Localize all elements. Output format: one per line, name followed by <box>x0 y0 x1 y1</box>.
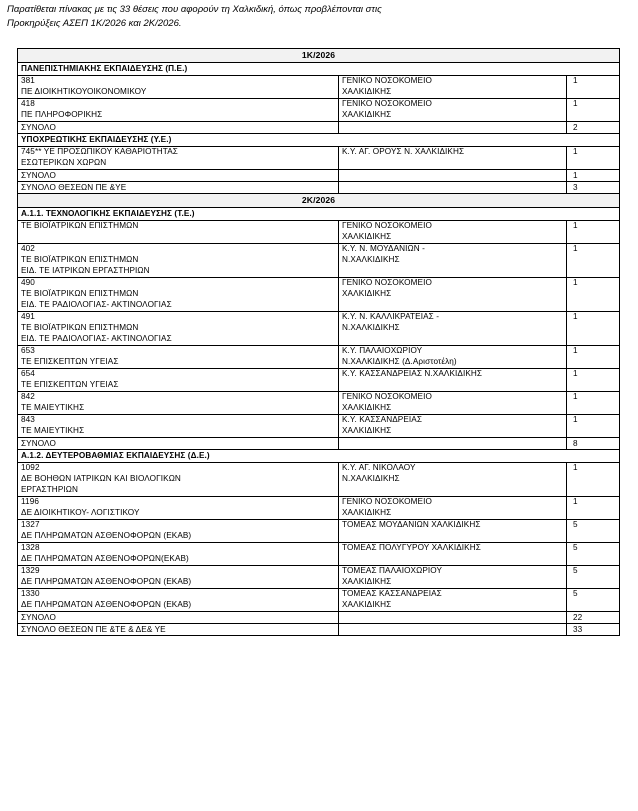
total-count: 1 <box>567 170 620 182</box>
specialty-cell <box>18 346 339 369</box>
total-label: ΣΥΝΟΛΟ <box>18 438 339 450</box>
location-line: ΤΟΜΕΑΣ ΠΟΛΥΓΥΡΟΥ ΧΑΛΚΙΔΙΚΗΣ <box>342 543 481 552</box>
location-line: ΧΑΛΚΙΔΙΚΗΣ <box>342 109 392 119</box>
empty-cell <box>339 624 567 636</box>
location-cell <box>339 99 567 122</box>
intro-line: Προκηρύξεις ΑΣΕΠ 1Κ/2026 και 2Κ/2026. <box>7 18 182 29</box>
specialty-cell <box>18 543 339 566</box>
location-line: ΧΑΛΚΙΔΙΚΗΣ <box>342 288 392 298</box>
location-line: Ν.ΧΑΛΚΙΔΙΚΗΣ (Δ.Αριστοτέλη) <box>342 356 457 366</box>
specialty-name: ΔΕ ΔΙΟΙΚΗΤΙΚΟΥ- ΛΟΓΙΣΤΙΚΟΥ <box>21 507 140 517</box>
table-row <box>18 589 620 612</box>
specialty-code: 1196 <box>21 497 40 506</box>
section-row <box>18 63 620 76</box>
intro-paragraph <box>7 3 632 31</box>
location-line: Κ.Υ. ΑΓ. ΟΡΟΥΣ Ν. ΧΑΛΚΙΔΙΚΗΣ <box>342 147 465 156</box>
section-title: ΠΑΝΕΠΙΣΤΗΜΙΑΚΗΣ ΕΚΠΑΙΔΕΥΣΗΣ (Π.Ε.) <box>18 63 620 76</box>
specialty-code: 653 <box>21 346 35 355</box>
positions-count: 1 <box>567 346 620 369</box>
total-row <box>18 182 620 194</box>
location-line: ΓΕΝΙΚΟ ΝΟΣΟΚΟΜΕΙΟ <box>342 392 432 401</box>
total-label: ΣΥΝΟΛΟ ΘΕΣΕΩΝ ΠΕ &ΥΕ <box>18 182 339 194</box>
location-cell <box>339 221 567 244</box>
location-line: ΧΑΛΚΙΔΙΚΗΣ <box>342 599 392 609</box>
specialty-name: ΠΕ ΠΛΗΡΟΦΟΡΙΚΗΣ <box>21 109 103 119</box>
table-row <box>18 392 620 415</box>
specialty-cell <box>18 566 339 589</box>
specialty-code: 654 <box>21 369 35 378</box>
location-cell <box>339 589 567 612</box>
total-row <box>18 624 620 636</box>
location-cell <box>339 463 567 497</box>
location-line: ΧΑΛΚΙΔΙΚΗΣ <box>342 231 392 241</box>
specialty-name: ΤΕ ΜΑΙΕΥΤΙΚΗΣ <box>21 425 85 435</box>
positions-count: 1 <box>567 392 620 415</box>
table-header-row <box>18 49 620 63</box>
empty-cell <box>339 122 567 134</box>
table-row <box>18 497 620 520</box>
specialty-name: ΤΕ ΒΙΟΪΑΤΡΙΚΩΝ ΕΠΙΣΤΗΜΩΝ <box>21 254 139 264</box>
location-cell <box>339 369 567 392</box>
table-row <box>18 415 620 438</box>
section-row <box>18 208 620 221</box>
positions-count: 1 <box>567 244 620 278</box>
specialty-code: 491 <box>21 312 35 321</box>
specialty-name: 745** ΥΕ ΠΡΟΣΩΠΙΚΟΥ ΚΑΘΑΡΙΟΤΗΤΑΣ <box>21 147 178 156</box>
table-row <box>18 312 620 346</box>
location-cell <box>339 147 567 170</box>
table-row <box>18 346 620 369</box>
specialty-cell <box>18 244 339 278</box>
total-count: 22 <box>567 612 620 624</box>
specialty-cell <box>18 99 339 122</box>
specialty-cell <box>18 520 339 543</box>
positions-count: 1 <box>567 497 620 520</box>
positions-count: 1 <box>567 99 620 122</box>
specialty-cell <box>18 589 339 612</box>
specialty-code: 402 <box>21 244 35 253</box>
location-cell <box>339 497 567 520</box>
total-count: 8 <box>567 438 620 450</box>
intro-line: Παρατίθεται πίνακας με τις 33 θέσεις που αφορούν τη Χαλκιδική, όπως προβλέπονται στις <box>7 4 382 15</box>
specialty-name: ΤΕ ΒΙΟΪΑΤΡΙΚΩΝ ΕΠΙΣΤΗΜΩΝ <box>21 322 139 332</box>
specialty-code: 1329 <box>21 566 40 575</box>
location-cell <box>339 278 567 312</box>
specialty-name: ΔΕ ΠΛΗΡΩΜΑΤΩΝ ΑΣΘΕΝΟΦΟΡΩΝ (ΕΚΑΒ) <box>21 599 192 609</box>
location-cell <box>339 566 567 589</box>
specialty-name: ΕΣΩΤΕΡΙΚΩΝ ΧΩΡΩΝ <box>21 157 107 167</box>
section-row <box>18 134 620 147</box>
specialty-name: ΤΕ ΒΙΟΪΑΤΡΙΚΩΝ ΕΠΙΣΤΗΜΩΝ <box>21 221 139 230</box>
specialty-subfield: ΕΙΔ. ΤΕ ΙΑΤΡΙΚΩΝ ΕΡΓΑΣΤΗΡΙΩΝ <box>21 265 150 275</box>
table-row <box>18 221 620 244</box>
specialty-name: ΔΕ ΠΛΗΡΩΜΑΤΩΝ ΑΣΘΕΝΟΦΟΡΩΝ (ΕΚΑΒ) <box>21 576 192 586</box>
location-cell <box>339 392 567 415</box>
table-row <box>18 369 620 392</box>
total-row <box>18 122 620 134</box>
specialty-code: 381 <box>21 76 35 85</box>
specialty-name: ΔΕ ΠΛΗΡΩΜΑΤΩΝ ΑΣΘΕΝΟΦΟΡΩΝ (ΕΚΑΒ) <box>21 530 192 540</box>
empty-cell <box>339 438 567 450</box>
total-count: 3 <box>567 182 620 194</box>
positions-count: 5 <box>567 520 620 543</box>
specialty-cell <box>18 278 339 312</box>
specialty-name: ΕΡΓΑΣΤΗΡΙΩΝ <box>21 484 78 494</box>
table-row <box>18 147 620 170</box>
specialty-name: ΠΕ ΔΙΟΙΚΗΤΙΚΟΥΟΙΚΟΝΟΜΙΚΟΥ <box>21 86 147 96</box>
location-line: ΓΕΝΙΚΟ ΝΟΣΟΚΟΜΕΙΟ <box>342 278 432 287</box>
location-line: Κ.Υ. ΚΑΣΣΑΝΔΡΕΙΑΣ Ν.ΧΑΛΚΙΔΙΚΗΣ <box>342 369 483 378</box>
positions-count: 1 <box>567 463 620 497</box>
table-row <box>18 463 620 497</box>
location-line: ΤΟΜΕΑΣ ΚΑΣΣΑΝΔΡΕΙΑΣ <box>342 589 442 598</box>
location-line: ΤΟΜΕΑΣ ΜΟΥΔΑΝΙΩΝ ΧΑΛΚΙΔΙΚΗΣ <box>342 520 481 529</box>
location-line: ΓΕΝΙΚΟ ΝΟΣΟΚΟΜΕΙΟ <box>342 76 432 85</box>
specialty-cell <box>18 312 339 346</box>
positions-count: 1 <box>567 312 620 346</box>
table-row <box>18 76 620 99</box>
specialty-cell <box>18 392 339 415</box>
specialty-cell <box>18 415 339 438</box>
location-line: ΓΕΝΙΚΟ ΝΟΣΟΚΟΜΕΙΟ <box>342 497 432 506</box>
location-cell <box>339 543 567 566</box>
location-cell <box>339 76 567 99</box>
specialty-code: 1327 <box>21 520 40 529</box>
empty-cell <box>339 182 567 194</box>
positions-count: 5 <box>567 543 620 566</box>
location-cell <box>339 415 567 438</box>
location-line: ΧΑΛΚΙΔΙΚΗΣ <box>342 576 392 586</box>
location-line: Κ.Υ. ΑΓ. ΝΙΚΟΛΑΟΥ <box>342 463 416 472</box>
specialty-name: ΤΕ ΕΠΙΣΚΕΠΤΩΝ ΥΓΕΙΑΣ <box>21 356 119 366</box>
location-line: Κ.Υ. ΠΑΛΑΙΟΧΩΡΙΟΥ <box>342 346 423 355</box>
section-row <box>18 450 620 463</box>
total-count: 2 <box>567 122 620 134</box>
positions-table <box>17 48 620 636</box>
specialty-code: 490 <box>21 278 35 287</box>
table-row <box>18 278 620 312</box>
location-line: Κ.Υ. Ν. ΚΑΛΛΙΚΡΑΤΕΙΑΣ - <box>342 312 440 321</box>
total-label: ΣΥΝΟΛΟ <box>18 170 339 182</box>
table-row <box>18 543 620 566</box>
specialty-code: 418 <box>21 99 35 108</box>
positions-count: 1 <box>567 76 620 99</box>
total-row <box>18 170 620 182</box>
specialty-code: 843 <box>21 415 35 424</box>
location-line: ΧΑΛΚΙΔΙΚΗΣ <box>342 86 392 96</box>
positions-count: 1 <box>567 147 620 170</box>
location-line: ΓΕΝΙΚΟ ΝΟΣΟΚΟΜΕΙΟ <box>342 99 432 108</box>
location-line: ΧΑΛΚΙΔΙΚΗΣ <box>342 507 392 517</box>
total-label: ΣΥΝΟΛΟ ΘΕΣΕΩΝ ΠΕ &ΤΕ & ΔΕ& ΥΕ <box>18 624 339 636</box>
location-line: ΓΕΝΙΚΟ ΝΟΣΟΚΟΜΕΙΟ <box>342 221 432 230</box>
specialty-subfield: ΕΙΔ. ΤΕ ΡΑΔΙΟΛΟΓΙΑΣ- ΑΚΤΙΝΟΛΟΓΙΑΣ <box>21 299 172 309</box>
empty-cell <box>339 612 567 624</box>
table-row <box>18 520 620 543</box>
table-row <box>18 99 620 122</box>
location-cell <box>339 520 567 543</box>
section-title: ΥΠΟΧΡΕΩΤΙΚΗΣ ΕΚΠΑΙΔΕΥΣΗΣ (Υ.Ε.) <box>18 134 620 147</box>
header-2k-2026: 2Κ/2026 <box>18 194 620 208</box>
total-label: ΣΥΝΟΛΟ <box>18 122 339 134</box>
section-title: Α.1.1. ΤΕΧΝΟΛΟΓΙΚΗΣ ΕΚΠΑΙΔΕΥΣΗΣ (Τ.Ε.) <box>18 208 620 221</box>
section-title: Α.1.2. ΔΕΥΤΕΡΟΒΑΘΜΙΑΣ ΕΚΠΑΙΔΕΥΣΗΣ (Δ.Ε.) <box>18 450 620 463</box>
specialty-code: 1328 <box>21 543 40 552</box>
location-line: Ν.ΧΑΛΚΙΔΙΚΗΣ <box>342 473 400 483</box>
location-line: Κ.Υ. Ν. ΜΟΥΔΑΝΙΩΝ - <box>342 244 425 253</box>
specialty-name: ΤΕ ΜΑΙΕΥΤΙΚΗΣ <box>21 402 85 412</box>
positions-count: 5 <box>567 589 620 612</box>
total-row <box>18 612 620 624</box>
location-line: Ν.ΧΑΛΚΙΔΙΚΗΣ <box>342 322 400 332</box>
specialty-cell <box>18 76 339 99</box>
specialty-subfield: ΕΙΔ. ΤΕ ΡΑΔΙΟΛΟΓΙΑΣ- ΑΚΤΙΝΟΛΟΓΙΑΣ <box>21 333 172 343</box>
positions-count: 1 <box>567 221 620 244</box>
positions-count: 1 <box>567 415 620 438</box>
specialty-cell <box>18 497 339 520</box>
table-row <box>18 244 620 278</box>
total-label: ΣΥΝΟΛΟ <box>18 612 339 624</box>
positions-count: 1 <box>567 278 620 312</box>
location-cell <box>339 312 567 346</box>
table-row <box>18 566 620 589</box>
location-line: Κ.Υ. ΚΑΣΣΑΝΔΡΕΙΑΣ <box>342 415 423 424</box>
specialty-cell <box>18 369 339 392</box>
specialty-code: 842 <box>21 392 35 401</box>
total-count: 33 <box>567 624 620 636</box>
positions-count: 5 <box>567 566 620 589</box>
positions-count: 1 <box>567 369 620 392</box>
specialty-cell <box>18 147 339 170</box>
table-header-row <box>18 194 620 208</box>
location-cell <box>339 244 567 278</box>
specialty-name: ΤΕ ΕΠΙΣΚΕΠΤΩΝ ΥΓΕΙΑΣ <box>21 379 119 389</box>
location-line: Ν.ΧΑΛΚΙΔΙΚΗΣ <box>342 254 400 264</box>
specialty-name: ΤΕ ΒΙΟΪΑΤΡΙΚΩΝ ΕΠΙΣΤΗΜΩΝ <box>21 288 139 298</box>
specialty-name: ΔΕ ΒΟΗΘΩΝ ΙΑΤΡΙΚΩΝ ΚΑΙ ΒΙΟΛΟΓΙΚΩΝ <box>21 473 181 483</box>
specialty-code: 1330 <box>21 589 40 598</box>
specialty-cell <box>18 463 339 497</box>
location-line: ΧΑΛΚΙΔΙΚΗΣ <box>342 425 392 435</box>
location-cell <box>339 346 567 369</box>
total-row <box>18 438 620 450</box>
specialty-code: 1092 <box>21 463 40 472</box>
location-line: ΤΟΜΕΑΣ ΠΑΛΑΙΟΧΩΡΙΟΥ <box>342 566 443 575</box>
specialty-name: ΔΕ ΠΛΗΡΩΜΑΤΩΝ ΑΣΘΕΝΟΦΟΡΩΝ(ΕΚΑΒ) <box>21 553 189 563</box>
header-1k-2026: 1Κ/2026 <box>18 49 620 63</box>
empty-cell <box>339 170 567 182</box>
location-line: ΧΑΛΚΙΔΙΚΗΣ <box>342 402 392 412</box>
specialty-cell <box>18 221 339 244</box>
